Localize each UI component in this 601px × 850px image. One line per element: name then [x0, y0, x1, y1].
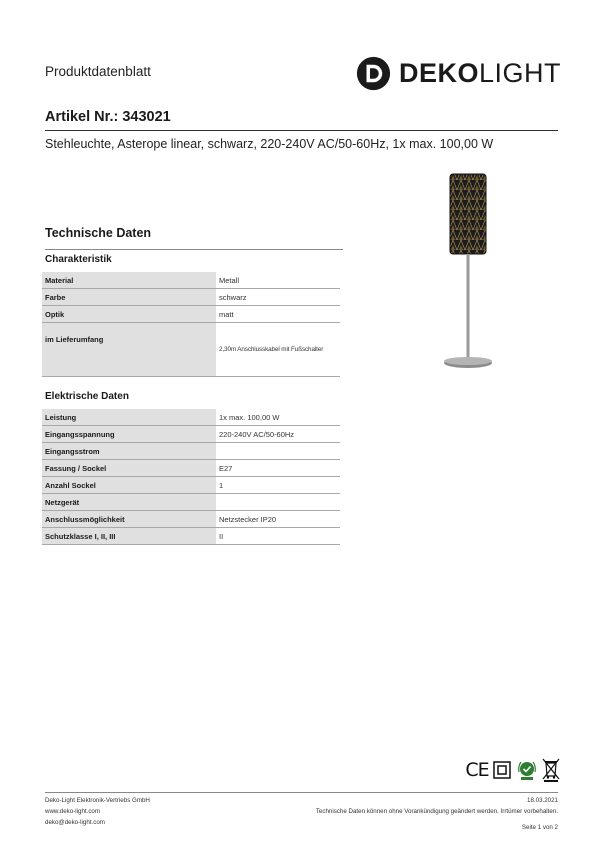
table-row [42, 511, 340, 528]
table-row [42, 306, 340, 323]
electrical-data-title: Elektrische Daten [45, 391, 129, 402]
brand-light-text: LIGHT [478, 57, 561, 88]
spec-value: 220-240V AC/50-60Hz [216, 426, 340, 443]
spec-key: Netzgerät [42, 494, 216, 511]
footer-company: Deko-Light Elektronik-Vertriebs GmbH [45, 797, 150, 804]
spec-key: Material [42, 272, 216, 289]
table-row [42, 289, 340, 306]
table-row [42, 494, 340, 511]
table-row [42, 528, 340, 545]
spec-value: Netzstecker IP20 [216, 511, 340, 528]
spec-value: matt [216, 306, 340, 323]
header-divider [45, 130, 558, 131]
characteristics-title: Charakteristik [45, 254, 112, 265]
spec-key: Eingangsspannung [42, 426, 216, 443]
protection-class-ii-icon [492, 757, 512, 783]
spec-key: im Lieferumfang [42, 323, 216, 377]
spec-value [216, 443, 340, 460]
spec-value: schwarz [216, 289, 340, 306]
deko-light-logo-icon [356, 55, 391, 92]
footer-website-link[interactable]: www.deko-light.com [45, 808, 101, 815]
spec-key: Anschlussmöglichkeit [42, 511, 216, 528]
spec-key: Optik [42, 306, 216, 323]
article-description: Stehleuchte, Asterope linear, schwarz, 220-240V AC/50-60Hz, 1x max. 100,00 W [45, 137, 494, 151]
document-title: Produktdatenblatt [45, 64, 151, 79]
footer-page-number: Seite 1 von 2 [521, 824, 558, 831]
spec-key: Anzahl Sockel [42, 477, 216, 494]
spec-key: Farbe [42, 289, 216, 306]
footer-email-link[interactable]: deko@deko-light.com [45, 819, 105, 826]
table-row [42, 409, 340, 426]
brand-bold-text: DEKO [398, 57, 479, 88]
brand-wordmark [398, 57, 561, 88]
table-row [42, 443, 340, 460]
spec-key: Eingangsstrom [42, 443, 216, 460]
ce-mark-icon [466, 757, 488, 783]
spec-key: Leistung [42, 409, 216, 426]
product-image-floor-lamp [433, 170, 503, 380]
weee-bin-icon [542, 757, 562, 783]
table-row [42, 323, 340, 377]
lamp-pole [467, 254, 470, 360]
table-row [42, 477, 340, 494]
spec-value: 1 [216, 477, 340, 494]
footer-date: 18.03.2021 [527, 797, 558, 804]
spec-value [216, 494, 340, 511]
electrical-data-table [42, 409, 340, 545]
ce-mark-text: CE [465, 759, 489, 781]
characteristics-table [42, 272, 340, 377]
spec-value: 1x max. 100,00 W [216, 409, 340, 426]
table-row [42, 272, 340, 289]
spec-value: E27 [216, 460, 340, 477]
technical-data-title: Technische Daten [45, 226, 152, 240]
spec-value: 2,30m Anschlusskabel mit Fußschalter [216, 323, 340, 377]
spec-key: Schutzklasse I, II, III [42, 528, 216, 545]
spec-value: II [216, 528, 340, 545]
deko-light-logo [356, 54, 561, 92]
rohs-icon [516, 757, 538, 783]
lamp-shade [450, 174, 486, 254]
certification-icons [466, 756, 561, 784]
technical-data-divider [45, 249, 343, 250]
footer-divider [45, 792, 558, 793]
table-row [42, 426, 340, 443]
table-row [42, 460, 340, 477]
spec-key: Fassung / Sockel [42, 460, 216, 477]
article-number: Artikel Nr.: 343021 [45, 109, 171, 125]
spec-value: Metall [216, 272, 340, 289]
footer-disclaimer: Technische Daten können ohne Vorankündigung geändert werden. Irrtümer vorbehalten. [315, 808, 558, 815]
